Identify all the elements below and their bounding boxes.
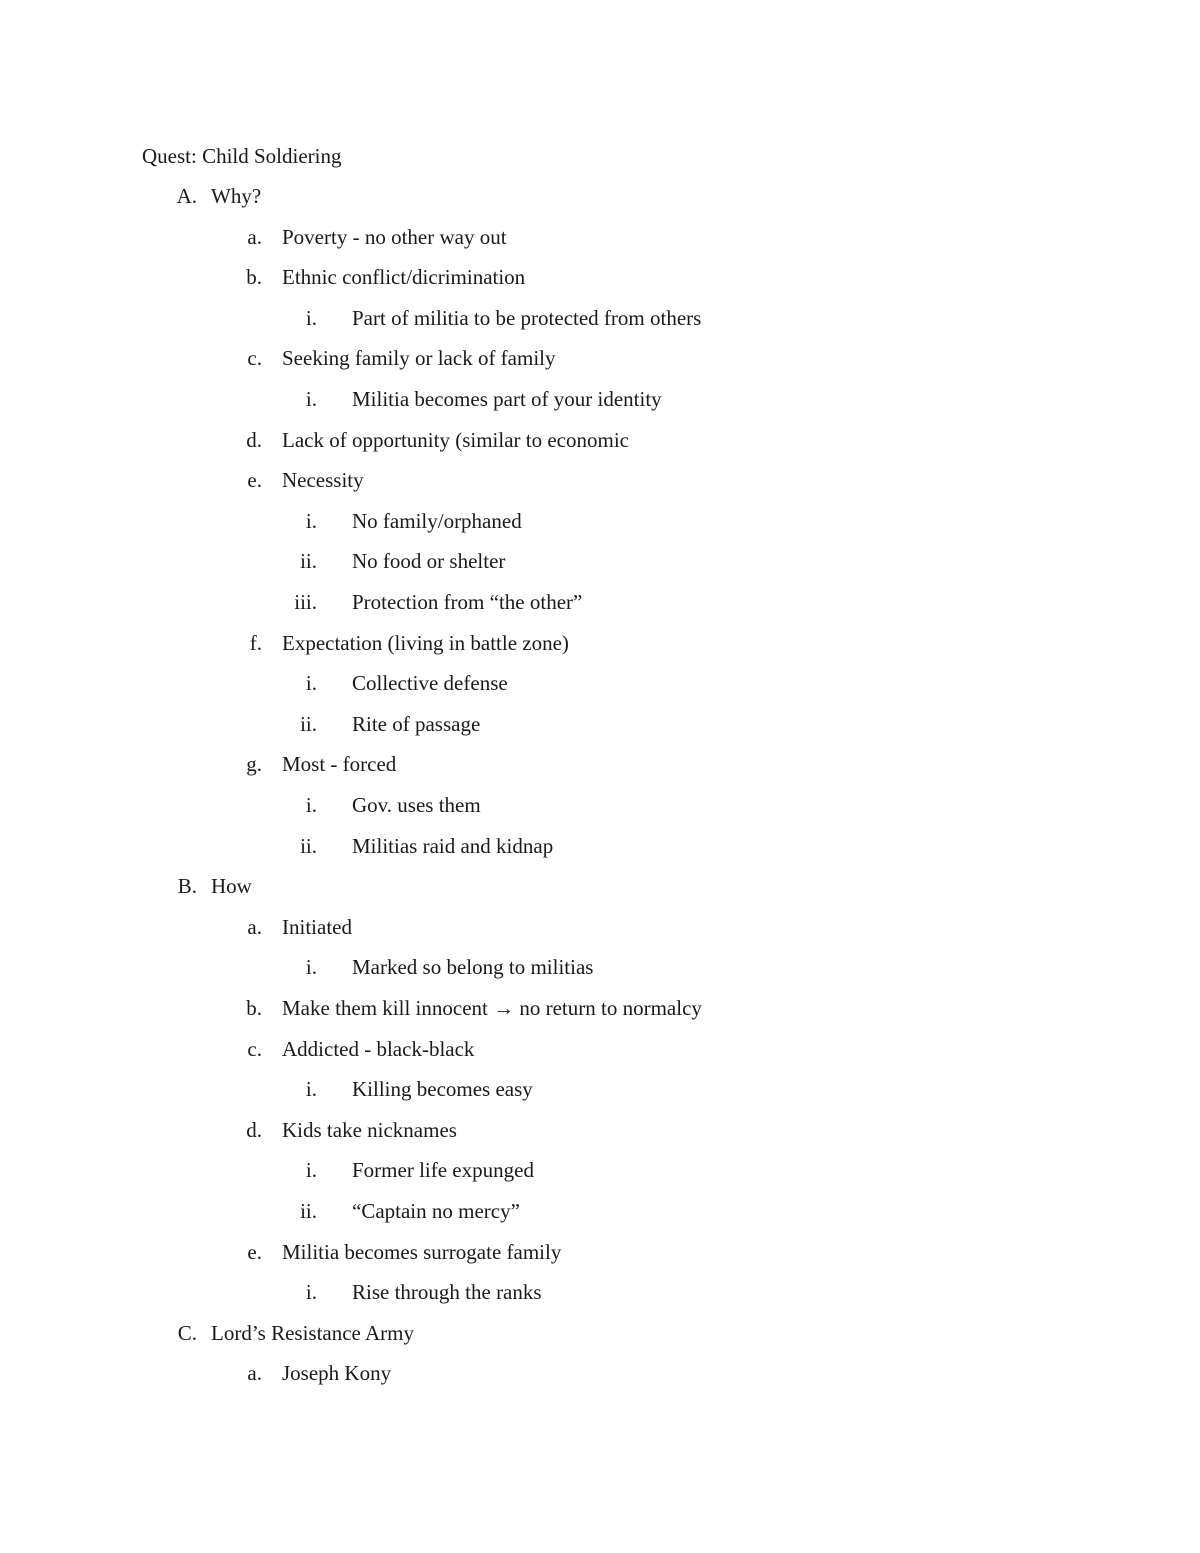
outline-marker: B. bbox=[177, 874, 197, 898]
outline-marker: i. bbox=[305, 1077, 317, 1101]
outline-text: Militias raid and kidnap bbox=[352, 834, 554, 858]
outline-marker: e. bbox=[247, 1240, 262, 1264]
outline-text: Lack of opportunity (similar to economic bbox=[282, 428, 629, 452]
outline-text: Marked so belong to militias bbox=[352, 955, 594, 979]
outline-text: Why? bbox=[211, 184, 262, 208]
outline-text: Seeking family or lack of family bbox=[282, 346, 556, 370]
outline-marker: i. bbox=[305, 671, 317, 695]
outline-text: Part of militia to be protected from others bbox=[352, 306, 702, 330]
outline-text: Militia becomes part of your identity bbox=[352, 387, 662, 411]
outline-marker: f. bbox=[249, 631, 262, 655]
outline-marker: c. bbox=[247, 346, 262, 370]
outline-text: Necessity bbox=[282, 468, 364, 492]
outline-marker: i. bbox=[305, 1280, 317, 1304]
outline-text: Poverty - no other way out bbox=[282, 225, 507, 249]
outline-text: Make them kill innocent → no return to normalcy bbox=[282, 996, 702, 1020]
outline-marker: i. bbox=[305, 387, 317, 411]
outline-marker: b. bbox=[246, 996, 262, 1020]
outline-marker: i. bbox=[305, 793, 317, 817]
outline-marker: d. bbox=[246, 1118, 262, 1142]
outline-marker: ii. bbox=[300, 1199, 317, 1223]
outline-marker: d. bbox=[246, 428, 262, 452]
outline-marker: a. bbox=[247, 1361, 262, 1385]
outline-marker: i. bbox=[305, 306, 317, 330]
outline-text: Former life expunged bbox=[352, 1158, 534, 1182]
outline-marker: ii. bbox=[300, 549, 317, 573]
outline-marker: ii. bbox=[300, 834, 317, 858]
outline-text: Ethnic conflict/dicrimination bbox=[282, 265, 526, 289]
outline-text: Rite of passage bbox=[352, 712, 481, 736]
outline-text: Gov. uses them bbox=[352, 793, 481, 817]
outline-text: Lord’s Resistance Army bbox=[211, 1321, 414, 1345]
outline-text: Killing becomes easy bbox=[352, 1077, 533, 1101]
outline-text: Most - forced bbox=[282, 752, 397, 776]
outline-text: How bbox=[211, 874, 252, 898]
document-title: Quest: Child Soldiering bbox=[142, 144, 342, 168]
outline-marker: ii. bbox=[300, 712, 317, 736]
outline-marker: i. bbox=[305, 955, 317, 979]
outline-text: Militia becomes surrogate family bbox=[282, 1240, 562, 1264]
outline-marker: a. bbox=[247, 225, 262, 249]
outline-marker: A. bbox=[176, 184, 197, 208]
outline-marker: c. bbox=[247, 1037, 262, 1061]
outline-text: Joseph Kony bbox=[282, 1361, 392, 1385]
outline-text: “Captain no mercy” bbox=[352, 1199, 520, 1223]
outline-marker: i. bbox=[305, 509, 317, 533]
outline-text: No food or shelter bbox=[352, 549, 506, 573]
outline-marker: e. bbox=[247, 468, 262, 492]
outline-marker: C. bbox=[177, 1321, 197, 1345]
outline-marker: iii. bbox=[294, 590, 317, 614]
outline-text: Kids take nicknames bbox=[282, 1118, 457, 1142]
outline-text: No family/orphaned bbox=[352, 509, 522, 533]
outline-marker: b. bbox=[246, 265, 262, 289]
outline-text: Initiated bbox=[282, 915, 352, 939]
outline-marker: i. bbox=[305, 1158, 317, 1182]
outline-text: Collective defense bbox=[352, 671, 508, 695]
outline-marker: a. bbox=[247, 915, 262, 939]
outline-marker: g. bbox=[246, 752, 262, 776]
outline-text: Expectation (living in battle zone) bbox=[282, 631, 569, 655]
outline-text: Protection from “the other” bbox=[352, 590, 583, 614]
outline-text: Rise through the ranks bbox=[352, 1280, 542, 1304]
outline-text: Addicted - black-black bbox=[282, 1037, 475, 1061]
